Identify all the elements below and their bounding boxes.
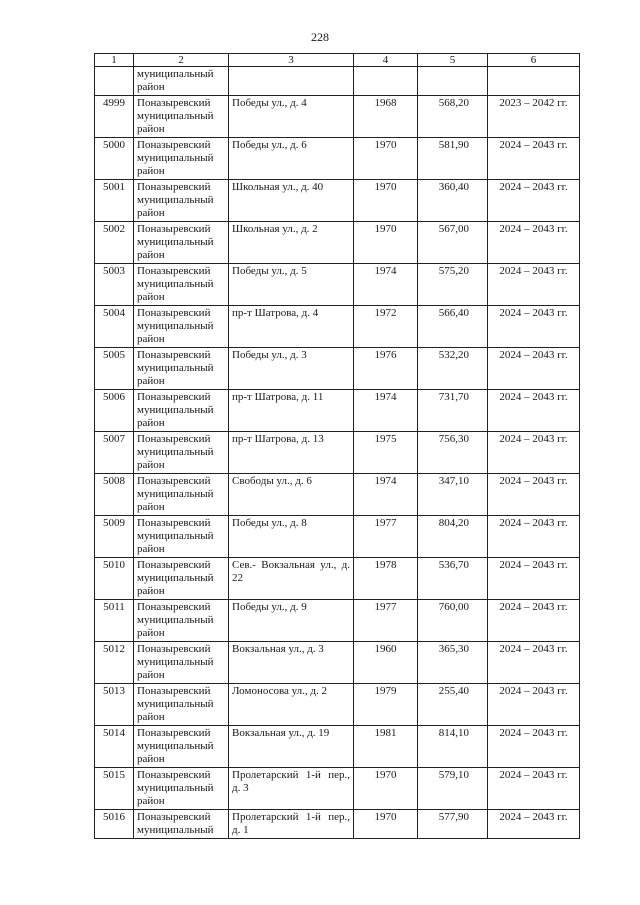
cell-period — [488, 67, 580, 96]
cell-period: 2024 – 2043 гг. — [488, 474, 580, 516]
cell-district: Поназыревский муниципальный район — [134, 684, 229, 726]
header-row — [95, 54, 580, 67]
cell-area: 360,40 — [418, 180, 488, 222]
cell-address: Победы ул., д. 3 — [229, 348, 354, 390]
cell-address: Победы ул., д. 4 — [229, 96, 354, 138]
cell-area: 731,70 — [418, 390, 488, 432]
cell-area: 814,10 — [418, 726, 488, 768]
table-row — [95, 600, 580, 642]
cell-number: 5007 — [95, 432, 134, 474]
cell-period: 2024 – 2043 гг. — [488, 390, 580, 432]
cell-year: 1974 — [354, 474, 418, 516]
cell-district: Поназыревский муниципальный район — [134, 600, 229, 642]
cell-area: 536,70 — [418, 558, 488, 600]
cell-number: 5009 — [95, 516, 134, 558]
table-row — [95, 810, 580, 839]
cell-year: 1975 — [354, 432, 418, 474]
cell-number: 5005 — [95, 348, 134, 390]
column-header-5: 5 — [418, 54, 488, 67]
cell-period: 2024 – 2043 гг. — [488, 558, 580, 600]
cell-period: 2024 – 2043 гг. — [488, 768, 580, 810]
cell-year: 1976 — [354, 348, 418, 390]
cell-area: 347,10 — [418, 474, 488, 516]
cell-year: 1968 — [354, 96, 418, 138]
cell-address: пр-т Шатрова, д. 4 — [229, 306, 354, 348]
cell-address: Вокзальная ул., д. 19 — [229, 726, 354, 768]
cell-district: Поназыревский муниципальный район — [134, 558, 229, 600]
cell-area: 566,40 — [418, 306, 488, 348]
cell-address: Победы ул., д. 6 — [229, 138, 354, 180]
cell-number: 5006 — [95, 390, 134, 432]
column-header-3: 3 — [229, 54, 354, 67]
cell-area: 581,90 — [418, 138, 488, 180]
cell-number: 5002 — [95, 222, 134, 264]
column-header-4: 4 — [354, 54, 418, 67]
table-row — [95, 726, 580, 768]
cell-area: 365,30 — [418, 642, 488, 684]
table-row — [95, 474, 580, 516]
cell-period: 2024 – 2043 гг. — [488, 180, 580, 222]
cell-number: 5004 — [95, 306, 134, 348]
cell-number: 4999 — [95, 96, 134, 138]
cell-year: 1970 — [354, 810, 418, 839]
table-row — [95, 96, 580, 138]
cell-district: Поназыревский муниципальный район — [134, 264, 229, 306]
continued-row — [95, 67, 580, 96]
table-row — [95, 348, 580, 390]
cell-number: 5000 — [95, 138, 134, 180]
cell-period: 2024 – 2043 гг. — [488, 726, 580, 768]
cell-period: 2024 – 2043 гг. — [488, 642, 580, 684]
cell-district: Поназыревский муниципальный район — [134, 138, 229, 180]
cell-number: 5014 — [95, 726, 134, 768]
cell-period: 2024 – 2043 гг. — [488, 684, 580, 726]
table-row — [95, 642, 580, 684]
cell-number: 5008 — [95, 474, 134, 516]
cell-year: 1979 — [354, 684, 418, 726]
cell-district: Поназыревский муниципальный район — [134, 726, 229, 768]
cell-area: 568,20 — [418, 96, 488, 138]
cell-address: Пролетарский 1-й пер., д. 1 — [229, 810, 354, 839]
cell-year: 1977 — [354, 516, 418, 558]
cell-district: Поназыревский муниципальный район — [134, 432, 229, 474]
cell-area: 255,40 — [418, 684, 488, 726]
cell-district: Поназыревский муниципальный район — [134, 516, 229, 558]
cell-address: Победы ул., д. 9 — [229, 600, 354, 642]
cell-year — [354, 67, 418, 96]
table-row — [95, 306, 580, 348]
cell-area: 567,00 — [418, 222, 488, 264]
table-row — [95, 390, 580, 432]
cell-address: Пролетарский 1-й пер., д. 3 — [229, 768, 354, 810]
cell-year: 1977 — [354, 600, 418, 642]
cell-area: 760,00 — [418, 600, 488, 642]
housing-table — [94, 53, 580, 839]
cell-area — [418, 67, 488, 96]
cell-address: Вокзальная ул., д. 3 — [229, 642, 354, 684]
column-header-2: 2 — [134, 54, 229, 67]
cell-district: Поназыревский муниципальный район — [134, 642, 229, 684]
cell-address — [229, 67, 354, 96]
cell-district: Поназыревский муниципальный район — [134, 768, 229, 810]
cell-district: Поназыревский муниципальный — [134, 810, 229, 839]
cell-district: Поназыревский муниципальный район — [134, 306, 229, 348]
cell-address: пр-т Шатрова, д. 11 — [229, 390, 354, 432]
cell-period: 2024 – 2043 гг. — [488, 138, 580, 180]
table-row — [95, 222, 580, 264]
cell-number: 5013 — [95, 684, 134, 726]
cell-number: 5015 — [95, 768, 134, 810]
cell-address: Школьная ул., д. 40 — [229, 180, 354, 222]
cell-period: 2024 – 2043 гг. — [488, 348, 580, 390]
cell-year: 1970 — [354, 138, 418, 180]
cell-district: Поназыревский муниципальный район — [134, 348, 229, 390]
table-row — [95, 180, 580, 222]
cell-area: 579,10 — [418, 768, 488, 810]
table-body — [95, 54, 580, 839]
cell-year: 1970 — [354, 768, 418, 810]
cell-district: муниципальный район — [134, 67, 229, 96]
page-number: 228 — [311, 30, 329, 44]
cell-period: 2024 – 2043 гг. — [488, 222, 580, 264]
cell-district: Поназыревский муниципальный район — [134, 474, 229, 516]
table-row — [95, 516, 580, 558]
cell-period: 2024 – 2043 гг. — [488, 516, 580, 558]
cell-area: 577,90 — [418, 810, 488, 839]
cell-address: пр-т Шатрова, д. 13 — [229, 432, 354, 474]
cell-period: 2024 – 2043 гг. — [488, 306, 580, 348]
cell-number: 5003 — [95, 264, 134, 306]
cell-address: Сев.- Вокзальная ул., д. 22 — [229, 558, 354, 600]
cell-number: 5016 — [95, 810, 134, 839]
cell-district: Поназыревский муниципальный район — [134, 390, 229, 432]
cell-number: 5001 — [95, 180, 134, 222]
cell-address: Победы ул., д. 8 — [229, 516, 354, 558]
cell-year: 1978 — [354, 558, 418, 600]
cell-address: Победы ул., д. 5 — [229, 264, 354, 306]
cell-district: Поназыревский муниципальный район — [134, 96, 229, 138]
cell-year: 1981 — [354, 726, 418, 768]
cell-district: Поназыревский муниципальный район — [134, 222, 229, 264]
cell-period: 2024 – 2043 гг. — [488, 810, 580, 839]
column-header-1: 1 — [95, 54, 134, 67]
cell-period: 2024 – 2043 гг. — [488, 432, 580, 474]
table-row — [95, 432, 580, 474]
cell-number: 5010 — [95, 558, 134, 600]
cell-area: 804,20 — [418, 516, 488, 558]
cell-year: 1974 — [354, 390, 418, 432]
cell-number: 5012 — [95, 642, 134, 684]
cell-year: 1972 — [354, 306, 418, 348]
cell-area: 756,30 — [418, 432, 488, 474]
cell-district: Поназыревский муниципальный район — [134, 180, 229, 222]
cell-year: 1974 — [354, 264, 418, 306]
cell-year: 1970 — [354, 180, 418, 222]
cell-address: Свободы ул., д. 6 — [229, 474, 354, 516]
cell-number — [95, 67, 134, 96]
cell-period: 2024 – 2043 гг. — [488, 600, 580, 642]
cell-period: 2023 – 2042 гг. — [488, 96, 580, 138]
table-row — [95, 264, 580, 306]
cell-year: 1960 — [354, 642, 418, 684]
cell-year: 1970 — [354, 222, 418, 264]
cell-area: 575,20 — [418, 264, 488, 306]
cell-number: 5011 — [95, 600, 134, 642]
table-row — [95, 138, 580, 180]
table-row — [95, 768, 580, 810]
column-header-6: 6 — [488, 54, 580, 67]
table-row — [95, 558, 580, 600]
cell-address: Школьная ул., д. 2 — [229, 222, 354, 264]
cell-period: 2024 – 2043 гг. — [488, 264, 580, 306]
cell-address: Ломоносова ул., д. 2 — [229, 684, 354, 726]
cell-area: 532,20 — [418, 348, 488, 390]
table-row — [95, 684, 580, 726]
